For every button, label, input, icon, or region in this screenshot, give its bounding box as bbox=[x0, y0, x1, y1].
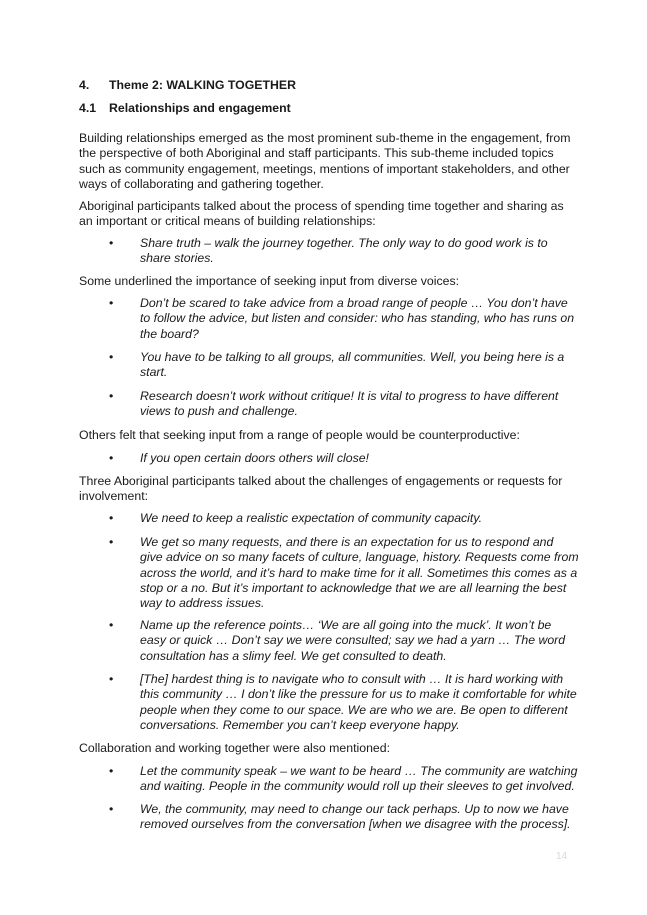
quote-bullet bbox=[109, 618, 579, 664]
quote-text: Name up the reference points… ‘We are all going into the muck’. It won’t be easy or quick … Don’t say we were consulted; say we had a yarn … The word consultation has a slimy feel. We get consulted to death. bbox=[140, 618, 566, 663]
bullet-marker: • bbox=[109, 618, 114, 632]
paragraph: Collaboration and working together were also mentioned: bbox=[79, 741, 391, 755]
quote-text: We get so many requests, and there is an expectation for us to respond and give advice on so many facets of culture, language, history. Requests come from across the world, and it’s hard to make time for it all. Sometimes this comes as a stop or a no. But it’s important to acknowledge that we are all learning the best way to address issues. bbox=[140, 535, 579, 611]
quote-text: [The] hardest thing is to navigate who to consult with … It is hard working with this community … I don’t like the pressure for us to make it comfortable for white people when they come to our space. We are who we are. Be open to different conversations. Remember you can’t keep everyone happy. bbox=[140, 672, 577, 732]
quote-bullet bbox=[109, 296, 579, 342]
quote-bullet bbox=[109, 350, 579, 381]
paragraph: Building relationships emerged as the most prominent sub-theme in the engagement, from the perspective of both Aboriginal and staff participants. This sub-theme included topics such as community engagement, meetings, mentions of important stakeholders, and other ways of collaborating and gathering together. bbox=[79, 131, 571, 191]
subsection-heading bbox=[79, 101, 291, 115]
section-title: Theme 2: WALKING TOGETHER bbox=[109, 78, 296, 92]
paragraph: Others felt that seeking input from a range of people would be counterproductive: bbox=[79, 428, 520, 442]
bullet-marker: • bbox=[109, 764, 114, 778]
quote-bullet bbox=[109, 802, 579, 833]
bullet-marker: • bbox=[109, 296, 114, 310]
subsection-number: 4.1 bbox=[79, 101, 97, 115]
quote-text: Let the community speak – we want to be heard … The community are watching and waiting. People in the community would roll up their sleeves to get involved. bbox=[140, 764, 578, 794]
quote-bullet bbox=[109, 511, 579, 526]
quote-text: We, the community, may need to change our tack perhaps. Up to now we have removed ourselves from the conversation [when we disagree with the process]. bbox=[140, 802, 571, 832]
paragraph: Three Aboriginal participants talked about the challenges of engagements or requests for involvement: bbox=[79, 474, 563, 504]
subsection-title: Relationships and engagement bbox=[109, 101, 291, 115]
section-number: 4. bbox=[79, 78, 90, 92]
quote-text: Don’t be scared to take advice from a broad range of people … You don’t have to follow the advice, but listen and consider: who has standing, who has runs on the board? bbox=[140, 296, 575, 341]
bullet-marker: • bbox=[109, 535, 114, 549]
page-number: 14 bbox=[556, 851, 568, 862]
quote-bullet bbox=[109, 672, 579, 733]
bullet-marker: • bbox=[109, 451, 114, 465]
quote-text: If you open certain doors others will close! bbox=[140, 451, 369, 465]
bullet-marker: • bbox=[109, 236, 114, 250]
quote-bullet bbox=[109, 236, 579, 267]
bullet-marker: • bbox=[109, 672, 114, 686]
bullet-marker: • bbox=[109, 511, 114, 525]
quote-text: Share truth – walk the journey together. The only way to do good work is to share stories. bbox=[140, 236, 548, 266]
bullet-marker: • bbox=[109, 350, 114, 364]
quote-bullet bbox=[109, 451, 579, 466]
quote-bullet bbox=[109, 389, 579, 420]
bullet-marker: • bbox=[109, 389, 114, 403]
quote-text: We need to keep a realistic expectation of community capacity. bbox=[140, 511, 482, 525]
bullet-marker: • bbox=[109, 802, 114, 816]
quote-text: Research doesn’t work without critique! It is vital to progress to have different views to push and challenge. bbox=[140, 389, 559, 419]
paragraph: Some underlined the importance of seeking input from diverse voices: bbox=[79, 274, 460, 288]
section-heading bbox=[79, 78, 296, 92]
quote-text: You have to be talking to all groups, all communities. Well, you being here is a start. bbox=[140, 350, 565, 380]
quote-bullet bbox=[109, 535, 579, 611]
quote-bullet bbox=[109, 764, 579, 795]
paragraph: Aboriginal participants talked about the process of spending time together and sharing as an important or critical means of building relationships: bbox=[79, 199, 564, 229]
